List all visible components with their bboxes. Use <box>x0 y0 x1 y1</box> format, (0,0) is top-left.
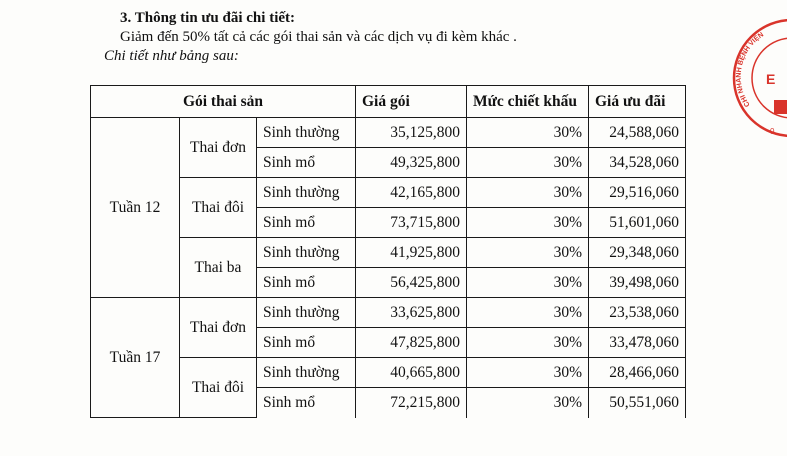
delivery-type-cell: Sinh thường <box>257 358 356 388</box>
promo-price-cell: 29,348,060 <box>589 238 686 268</box>
delivery-type-cell: Sinh thường <box>257 118 356 148</box>
promo-price-cell: 28,466,060 <box>589 358 686 388</box>
discount-cell: 30% <box>467 208 589 238</box>
price-cell: 73,715,800 <box>356 208 467 238</box>
pregnancy-type-cell: Thai đơn <box>180 298 257 358</box>
delivery-type-cell: Sinh thường <box>257 178 356 208</box>
discount-cell: 30% <box>467 298 589 328</box>
price-cell: 42,165,800 <box>356 178 467 208</box>
pregnancy-type-cell: Thai đôi <box>180 358 257 418</box>
price-cell: 47,825,800 <box>356 328 467 358</box>
table-header-row <box>91 86 686 118</box>
discount-cell: 30% <box>467 148 589 178</box>
promo-price-cell: 51,601,060 <box>589 208 686 238</box>
delivery-type-cell: Sinh mổ <box>257 268 356 298</box>
hospital-stamp <box>730 10 787 140</box>
table-row <box>91 358 686 388</box>
promo-price-cell: 23,538,060 <box>589 298 686 328</box>
header-price: Giá gói <box>356 86 467 118</box>
delivery-type-cell: Sinh mổ <box>257 208 356 238</box>
promo-price-cell: 24,588,060 <box>589 118 686 148</box>
header-promo-price: Giá ưu đãi <box>589 86 686 118</box>
table-row <box>91 118 686 148</box>
pregnancy-type-cell: Thai đơn <box>180 118 257 178</box>
svg-text:0.: 0. <box>770 127 777 136</box>
price-cell: 72,215,800 <box>356 388 467 418</box>
table-row <box>91 298 686 328</box>
price-cell: 40,665,800 <box>356 358 467 388</box>
week-cell: Tuần 17 <box>91 298 180 418</box>
discount-cell: 30% <box>467 178 589 208</box>
discount-cell: 30% <box>467 328 589 358</box>
promo-price-cell: 29,516,060 <box>589 178 686 208</box>
section-heading: 3. Thông tin ưu đãi chi tiết: <box>120 10 296 26</box>
pregnancy-type-cell: Thai ba <box>180 238 257 298</box>
price-cell: 49,325,800 <box>356 148 467 178</box>
delivery-type-cell: Sinh mổ <box>257 388 356 418</box>
promo-price-cell: 50,551,060 <box>589 388 686 418</box>
week-cell: Tuần 12 <box>91 118 180 298</box>
discount-cell: 30% <box>467 388 589 418</box>
discount-cell: 30% <box>467 268 589 298</box>
svg-text:E: E <box>766 71 776 87</box>
stamp-text: CHI NHÁNH BỆNH VIỆN <box>735 31 766 108</box>
delivery-type-cell: Sinh mổ <box>257 328 356 358</box>
table-row <box>91 238 686 268</box>
promo-price-cell: 39,498,060 <box>589 268 686 298</box>
promo-price-cell: 33,478,060 <box>589 328 686 358</box>
discount-cell: 30% <box>467 118 589 148</box>
maternity-pricing-table <box>90 85 686 418</box>
header-package: Gói thai sản <box>91 86 356 118</box>
discount-cell: 30% <box>467 238 589 268</box>
delivery-type-cell: Sinh thường <box>257 238 356 268</box>
delivery-type-cell: Sinh thường <box>257 298 356 328</box>
pregnancy-type-cell: Thai đôi <box>180 178 257 238</box>
price-cell: 33,625,800 <box>356 298 467 328</box>
header-discount: Mức chiết khấu <box>467 86 589 118</box>
delivery-type-cell: Sinh mổ <box>257 148 356 178</box>
promo-intro-text: Giảm đến 50% tất cả các gói thai sản và các dịch vụ đi kèm khác . <box>120 29 517 45</box>
svg-text:CHI NHÁNH BỆNH VIỆN <box>734 31 765 107</box>
price-cell: 41,925,800 <box>356 238 467 268</box>
promo-price-cell: 34,528,060 <box>589 148 686 178</box>
price-cell: 35,125,800 <box>356 118 467 148</box>
table-row <box>91 178 686 208</box>
price-cell: 56,425,800 <box>356 268 467 298</box>
detail-note: Chi tiết như bảng sau: <box>104 48 239 64</box>
discount-cell: 30% <box>467 358 589 388</box>
